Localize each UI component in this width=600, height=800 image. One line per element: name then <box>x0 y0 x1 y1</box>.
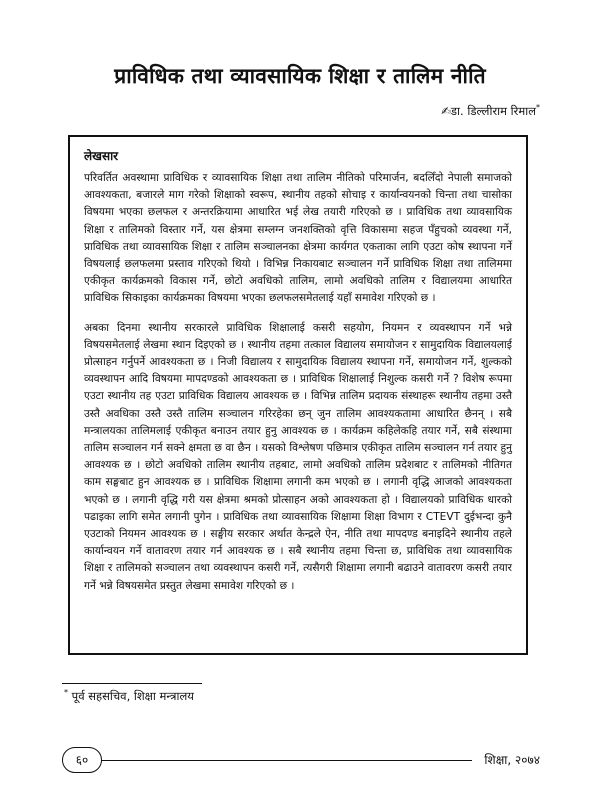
footnote-text: पूर्व सहसचिव, शिक्षा मन्त्रालय <box>71 688 194 703</box>
journal-name: शिक्षा, २०७४ <box>480 751 540 768</box>
footer-rule <box>92 760 472 761</box>
article-title: प्राविधिक तथा व्यावसायिक शिक्षा र तालिम नीति <box>114 64 486 88</box>
footnote <box>64 688 194 704</box>
abstract-box <box>68 135 528 655</box>
abstract-heading: लेखसार <box>84 149 119 163</box>
footnote-mark: * <box>64 688 68 697</box>
author-name: डा. डिल्लीराम रिमाल <box>450 103 536 118</box>
page-number: ६० <box>62 747 102 773</box>
abstract-paragraph-2: अबका दिनमा स्थानीय सरकारले प्राविधिक शिक्षालाई कसरी सहयोग, नियमन र व्यवस्थापन गर्ने भन्ने विषयसमेतलाई लेखमा स्थान दिइएको छ । स्थानीय तहमा तत्काल विद्यालय समायोजन र सामुदायिक विद्यालयलाई प्रोत्साहन गर्नुपर्ने आवश्यकता छ । निजी विद्यालय र सामुदायिक विद्यालय स्थापना गर्ने, समायोजन गर्ने, शुल्कको व्यवस्थापन आदि विषयमा मापदण्डको आवश्यकता छ । प्राविधिक शिक्षालाई निशुल्क कसरी गर्ने ? विशेष रूपमा एउटा स्थानीय तह एउटा प्राविधिक विद्यालय आवश्यक छ । विभिन्न तालिम प्रदायक संस्थाहरू स्थानीय तहमा उस्तै उस्तै अवधिका उस्तै उस्तै तालिम सञ्चालन गरिरहेका छन् जुन तालिम आवश्यकतामा आधारित छैनन् । सबै मन्त्रालयका तालिमलाई एकीकृत बनाउन तयार हुनु आवश्यक छ । कार्यक्रम कहिलेकहि तयार गर्ने, सबै संस्थामा तालिम सञ्चालन गर्न सक्ने क्षमता छ वा छैन । यसको विश्लेषण पछिमात्र एकीकृत तालिम सञ्चालन गर्न तयार हुनु आवश्यक छ । छोटो अवधिको तालिम स्थानीय तहबाट, लामो अवधिको तालिम प्रदेशबाट र तालिमको नीतिगत काम सङ्घबाट हुन आवश्यक छ । प्राविधिक शिक्षामा लगानी कम भएको छ । लगानी वृद्धि आजको आवश्यकता भएको छ । लगानी वृद्धि गरी यस क्षेत्रमा श्रमको प्रोत्साहन अको आवश्यकता हो । विद्यालयको प्राविधिक धारको पढाइका लागि समेत लगानी पुगेन । प्राविधिक तथा व्यावसायिक शिक्षामा शिक्षा विभाग र CTEVT दुईभन्दा कुनै एउटाको नियमन आवश्यक छ । सङ्घीय सरकार अर्थात केन्द्रले ऐन, नीति तथा मापदण्ड बनाइदिने स्थानीय तहले कार्यान्वयन गर्ने वातावरण तयार गर्न आवश्यक छ । सबै स्थानीय तहमा चिन्ता छ, प्राविधिक तथा व्यावसायिक शिक्षा र तालिमको सञ्चालन तथा व्यवस्थापन कसरी गर्ने, त्यसैगरी शिक्षामा लगानी बढाउने वातावरण कसरी तयार गर्ने भन्ने विषयसमेत प्रस्तुत लेखमा समावेश गरिएको छ । <box>84 321 512 592</box>
page-footer <box>62 747 540 773</box>
pen-icon: ✍ <box>441 103 451 118</box>
author-footnote-mark: * <box>536 103 540 112</box>
author-line <box>441 103 540 119</box>
footnote-divider <box>62 683 202 684</box>
abstract-paragraph-1: परिवर्तित अवस्थामा प्राविधिक र व्यावसायिक शिक्षा तथा तालिम नीतिको परिमार्जन, बदलिँदो नेपाली समाजको आवश्यकता, बजारले माग गरेको शिक्षाको स्वरूप, स्थानीय तहको सोचाइ र कार्यान्वयनको चिन्ता तथा चासोका विषयमा भएका छलफल र अन्तरक्रियामा आधारित भई लेख तयारी गरिएको छ । प्राविधिक तथा व्यावसायिक शिक्षा र तालिमको विस्तार गर्ने, यस क्षेत्रमा सम्लग्न जनशक्तिको वृत्ति विकासमा सहज पँहुचको व्यवस्था गर्ने, प्राविधिक तथा व्यावसायिक शिक्षा र तालिम सञ्चालनका क्षेत्रमा कार्यगत एकताका लागि एउटा कोष स्थापना गर्ने विषयलाई छलफलमा प्रस्ताव गरिएको थियो । विभिन्न निकायबाट सञ्चालन गर्ने प्राविधिक शिक्षा तथा तालिममा एकीकृत कार्यक्रमको विकास गर्ने, छोटो अवधिको तालिम, लामो अवधिको तालिम र विद्यालयमा आधारित प्राविधिक सिकाइका कार्यक्रमका विषयमा भएका छलफलसमेतलाई यहाँ समावेश गरिएको छ । <box>84 172 512 305</box>
